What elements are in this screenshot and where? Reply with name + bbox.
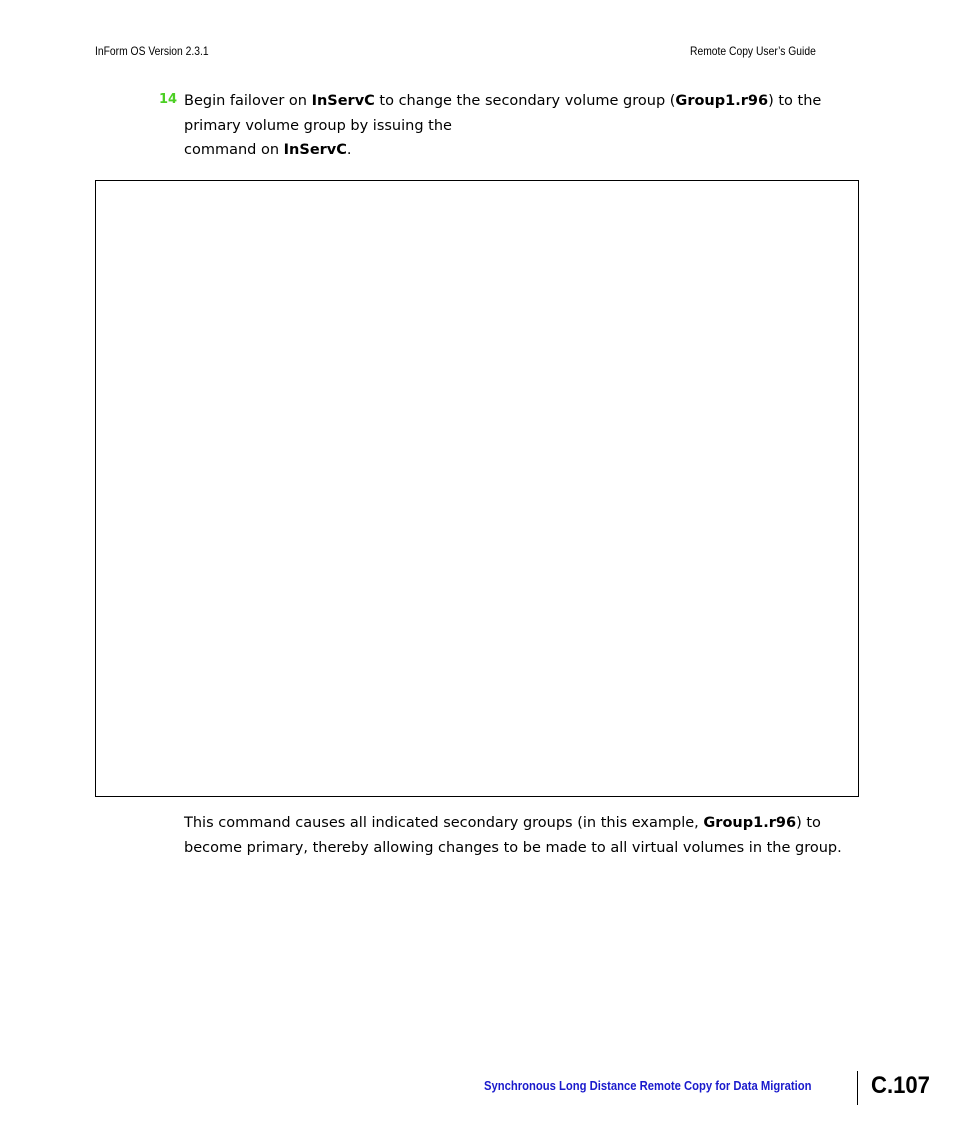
system-name: InServC [283,142,347,158]
command-example-box [95,180,859,797]
step-text-segment: Begin failover on [184,93,312,109]
step-number: 14 [159,92,178,107]
step-text-segment: command on [184,142,284,158]
group-name: Group1.r96 [703,815,797,831]
step-text-segment: ) to the primary volume group by issuing the [184,93,822,134]
footer-divider [857,1071,858,1105]
step-instruction [184,89,844,163]
step-text-segment: to change the secondary volume group ( [374,93,676,109]
paragraph-text-segment: This command causes all indicated secondary groups (in this example, [184,815,704,831]
group-name: Group1.r96 [675,93,769,109]
page-number: C.107 [871,1072,930,1099]
step-text-segment: . [346,142,352,158]
system-name: InServC [311,93,375,109]
running-header-left: InForm OS Version 2.3.1 [95,44,209,58]
paragraph-text-segment: ) to become primary, thereby allowing changes to be made to all virtual volumes in the group. [184,815,842,856]
running-header-right: Remote Copy User’s Guide [690,44,816,58]
footer-chapter-title: Synchronous Long Distance Remote Copy for Data Migration [484,1079,812,1093]
explanation-paragraph [184,811,874,860]
